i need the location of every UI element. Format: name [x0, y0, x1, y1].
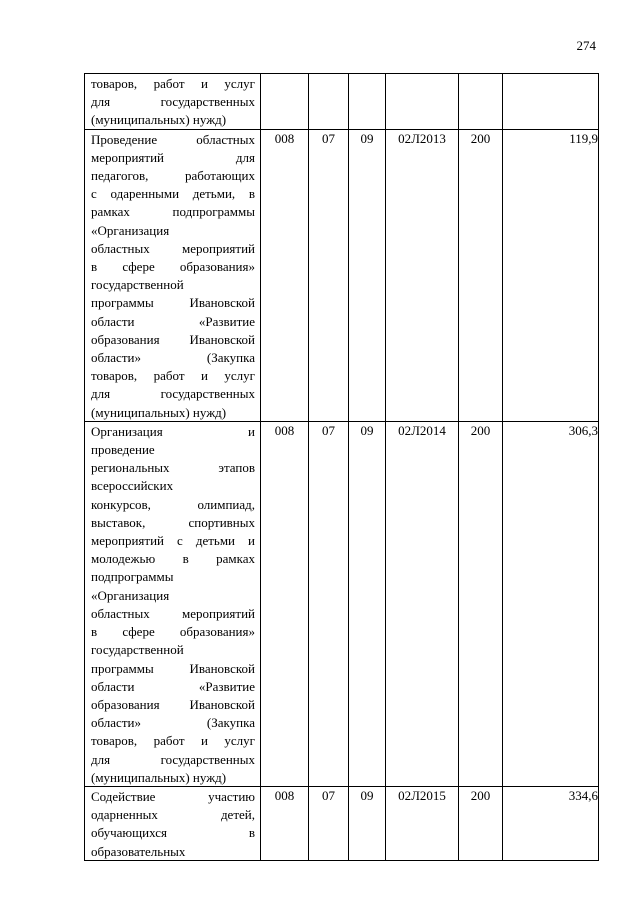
- expense-type-cell: 200: [459, 786, 503, 860]
- description-line: областных мероприятий: [91, 605, 255, 621]
- description-line: одарненных детей,: [91, 807, 255, 823]
- description-line: Организация и: [91, 423, 255, 439]
- row-description: [85, 74, 261, 130]
- description-line: области» (Закупка: [91, 350, 255, 366]
- description-line: Проведение областных: [91, 131, 255, 147]
- table-row: [85, 129, 599, 421]
- expense-type-cell: 200: [459, 129, 503, 421]
- page-number: 274: [576, 38, 596, 53]
- description-line: области «Развитие: [91, 678, 255, 694]
- description-line: государственной: [91, 277, 184, 293]
- description-line: программы Ивановской: [91, 660, 255, 676]
- ministry-code-cell: 008: [261, 129, 309, 421]
- section-code-cell: 07: [309, 421, 349, 786]
- description-line: проведение: [91, 442, 155, 458]
- target-article-cell: 02Л2015: [386, 786, 459, 860]
- description-line: для государственных: [91, 94, 255, 110]
- description-line: образования Ивановской: [91, 331, 255, 347]
- description-line: области» (Закупка: [91, 715, 255, 731]
- row-description: [85, 786, 261, 860]
- section-code-cell: 07: [309, 129, 349, 421]
- description-line: товаров, работ и услуг: [91, 76, 255, 91]
- description-line: конкурсов, олимпиад,: [91, 496, 255, 512]
- description-line: для государственных: [91, 386, 255, 402]
- row-description: [85, 129, 261, 421]
- description-line: товаров, работ и услуг: [91, 368, 255, 384]
- row-description: [85, 421, 261, 786]
- amount-cell: 334,6: [503, 786, 599, 860]
- description-line: выставок, спортивных: [91, 514, 255, 530]
- description-line: обучающихся в: [91, 825, 255, 841]
- expense-type-cell: 200: [459, 421, 503, 786]
- ministry-code-cell: 008: [261, 786, 309, 860]
- description-line: (муниципальных) нужд): [91, 404, 227, 420]
- description-line: в сфере образования»: [91, 259, 255, 275]
- section-code-cell: [309, 74, 349, 130]
- budget-table-body: [85, 74, 599, 861]
- ministry-code-cell: [261, 74, 309, 130]
- table-row: [85, 74, 599, 130]
- description-line: всероссийских: [91, 478, 174, 494]
- description-line: мероприятий с детьми и: [91, 533, 255, 549]
- subsection-code-cell: 09: [349, 421, 386, 786]
- amount-cell: [503, 74, 599, 130]
- budget-table: [84, 73, 599, 861]
- description-line: «Организация: [91, 222, 170, 238]
- description-line: Содействие участию: [91, 788, 255, 804]
- subsection-code-cell: 09: [349, 129, 386, 421]
- table-row: [85, 421, 599, 786]
- amount-cell: 306,3: [503, 421, 599, 786]
- description-line: «Организация: [91, 587, 170, 603]
- description-line: государственной: [91, 642, 184, 658]
- description-line: с одаренными детьми, в: [91, 186, 255, 202]
- table-row: [85, 786, 599, 860]
- description-line: педагогов, работающих: [91, 168, 255, 184]
- description-line: подпрограммы: [91, 569, 174, 585]
- description-line: области «Развитие: [91, 313, 255, 329]
- description-line: мероприятий для: [91, 149, 255, 165]
- amount-cell: 119,9: [503, 129, 599, 421]
- section-code-cell: 07: [309, 786, 349, 860]
- target-article-cell: [386, 74, 459, 130]
- description-line: образования Ивановской: [91, 696, 255, 712]
- target-article-cell: 02Л2013: [386, 129, 459, 421]
- description-line: для государственных: [91, 751, 255, 767]
- description-line: (муниципальных) нужд): [91, 769, 227, 785]
- ministry-code-cell: 008: [261, 421, 309, 786]
- description-line: (муниципальных) нужд): [91, 112, 227, 128]
- description-line: региональных этапов: [91, 460, 255, 476]
- target-article-cell: 02Л2014: [386, 421, 459, 786]
- subsection-code-cell: 09: [349, 786, 386, 860]
- description-line: программы Ивановской: [91, 295, 255, 311]
- description-line: образовательных: [91, 843, 186, 859]
- description-line: молодежью в рамках: [91, 551, 255, 567]
- expense-type-cell: [459, 74, 503, 130]
- description-line: в сфере образования»: [91, 624, 255, 640]
- description-line: товаров, работ и услуг: [91, 733, 255, 749]
- description-line: рамках подпрограммы: [91, 204, 255, 220]
- subsection-code-cell: [349, 74, 386, 130]
- description-line: областных мероприятий: [91, 240, 255, 256]
